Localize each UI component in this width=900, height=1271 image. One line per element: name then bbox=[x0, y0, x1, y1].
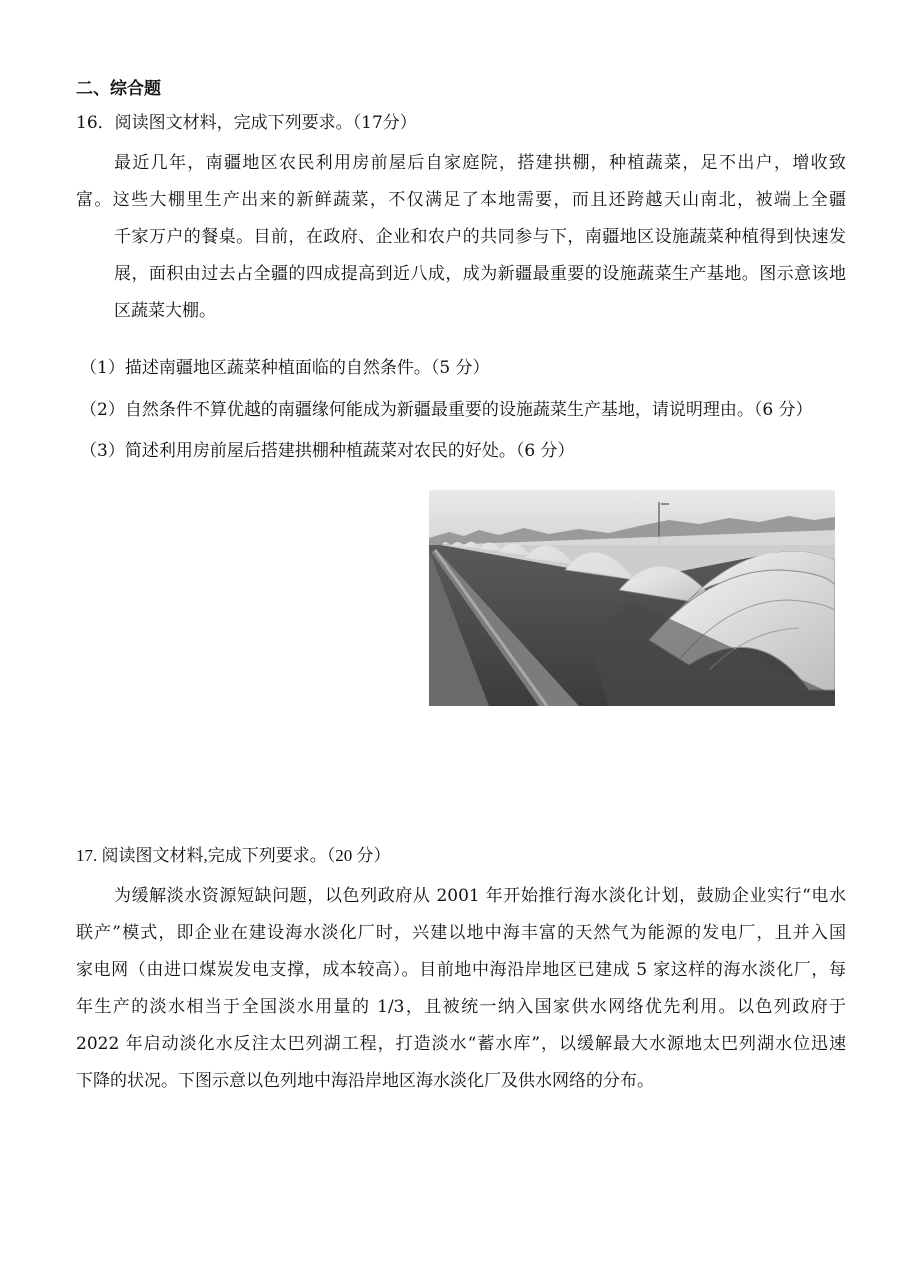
passage-line: 富。这些大棚里生产出来的新鲜蔬菜，不仅满足了本地需要，而且还跨越天山南北，被端上全疆 bbox=[76, 190, 846, 210]
greenhouse-photo bbox=[429, 490, 835, 706]
subquestion-1: （1）描述南疆地区蔬菜种植面临的自然条件。（5 分） bbox=[80, 358, 490, 378]
passage-line: 千家万户的餐桌。目前，在政府、企业和农户的共同参与下，南疆地区设施蔬菜种植得到快速发 bbox=[114, 227, 846, 247]
passage-line: 联产”模式，即企业在建设海水淡化厂时，兴建以地中海丰富的天然气为能源的发电厂，且并入国 bbox=[76, 923, 846, 943]
passage-line: 家电网（由进口煤炭发电支撑，成本较高）。目前地中海沿岸地区已建成 5 家这样的海水淡化厂，每 bbox=[76, 960, 846, 980]
passage-line: 年生产的淡水相当于全国淡水用量的 1/3，且被统一纳入国家供水网络优先利用。以色列政府于 bbox=[76, 997, 846, 1017]
question-16-passage bbox=[76, 145, 846, 330]
passage-line: 最近几年，南疆地区农民利用房前屋后自家庭院，搭建拱棚，种植蔬菜，足不出户，增收致 bbox=[114, 153, 846, 173]
passage-line: 为缓解淡水资源短缺问题，以色列政府从 2001 年开始推行海水淡化计划，鼓励企业实行“电水 bbox=[114, 886, 846, 906]
question-16-header: 16．阅读图文材料，完成下列要求。（17分） bbox=[76, 113, 417, 133]
passage-line: 下降的状况。下图示意以色列地中海沿岸地区海水淡化厂及供水网络的分布。 bbox=[76, 1071, 654, 1091]
section-title: 二、综合题 bbox=[76, 79, 161, 99]
subquestion-3: （3）简述利用房前屋后搭建拱棚种植蔬菜对农民的好处。（6 分） bbox=[80, 441, 575, 461]
subquestion-2: （2）自然条件不算优越的南疆缘何能成为新疆最重要的设施蔬菜生产基地，请说明理由。（6 分） bbox=[80, 400, 813, 420]
passage-line: 2022 年启动淡化水反注太巴列湖工程，打造淡水“蓄水库”，以缓解最大水源地太巴列湖水位迅速 bbox=[76, 1034, 846, 1054]
question-17-header: 17. 阅读图文材料,完成下列要求。（20 分） bbox=[76, 846, 391, 865]
passage-line: 展，面积由过去占全疆的四成提高到近八成，成为新疆最重要的设施蔬菜生产基地。图示意该地 bbox=[114, 264, 846, 284]
passage-line: 区蔬菜大棚。 bbox=[114, 301, 216, 321]
question-17-passage bbox=[76, 878, 846, 1100]
